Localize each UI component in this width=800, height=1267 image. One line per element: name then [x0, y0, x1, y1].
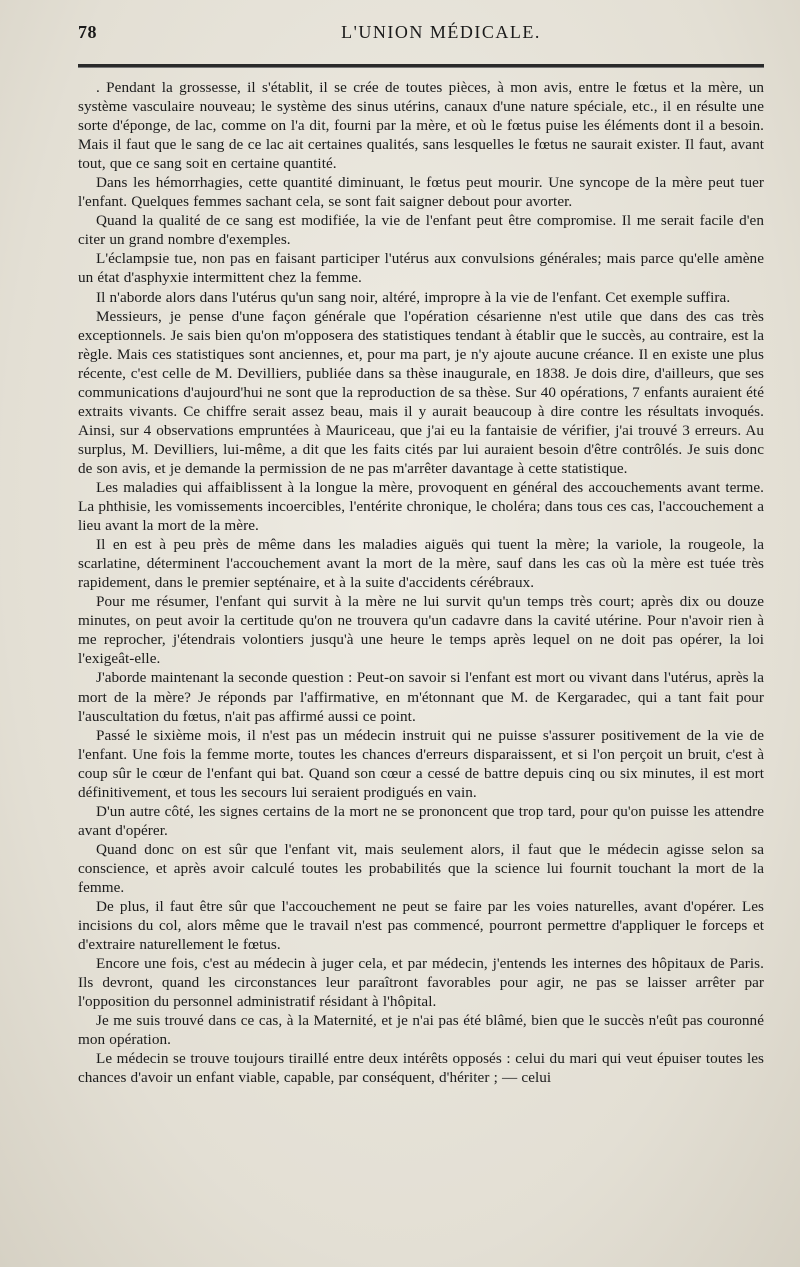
paragraph: Le médecin se trouve toujours tiraillé entre deux intérêts opposés : celui du mari qui veut épuiser toutes les chances d'avoir un enfant viable, capable, par conséquent, d'hériter ; — celui: [78, 1050, 764, 1087]
paragraph: Il en est à peu près de même dans les maladies aiguës qui tuent la mère; la variole, la rougeole, la scarlatine, déterminent l'accouchement avant la mort de la mère, sauf dans les cas où la mère est tuée très rapidement, dans le premier septénaire, et à la suite d'accidents cérébraux.: [78, 536, 764, 592]
paragraph: Je me suis trouvé dans ce cas, à la Maternité, et je n'ai pas été blâmé, bien que le succès n'eût pas couronné mon opération.: [78, 1012, 764, 1049]
running-head: L'UNION MÉDICALE.: [341, 22, 541, 42]
paragraph: Encore une fois, c'est au médecin à juger cela, et par médecin, j'entends les internes des hôpitaux de Paris. Ils devront, quand les circonstances leur paraîtront favorables pour agir, ne pas se laisser arrêter par l'opposition du personnel administratif résidant à l'hôpital.: [78, 955, 764, 1011]
paragraph: . Pendant la grossesse, il s'établit, il se crée de toutes pièces, à mon avis, entre le fœtus et la mère, un système vasculaire nouveau; le système des sinus utérins, canaux d'une nature spéciale, etc., il en résulte une sorte d'éponge, de lac, comme on l'a dit, fourni par la mère, et où le fœtus puise les éléments dont il a besoin. Mais il faut que le sang de ce lac ait certaines qualités, sans lesquelles le fœtus ne saurait exister. Il faut, avant tout, que ce sang soit en certaine quantité.: [78, 79, 764, 173]
paragraph: Pour me résumer, l'enfant qui survit à la mère ne lui survit qu'un temps très court; après dix ou douze minutes, on peut avoir la certitude qu'on ne trouvera qu'un cadavre dans la cavité utérine. Pour n'avoir rien à me reprocher, j'étendrais volontiers jusqu'à une heure le temps après lequel on ne doit pas opérer, la loi l'exigeât-elle.: [78, 593, 764, 668]
paragraph: J'aborde maintenant la seconde question : Peut-on savoir si l'enfant est mort ou vivant dans l'utérus, après la mort de la mère? Je réponds par l'affirmative, en m'étonnant que M. de Kergaradec, qui a tant fait pour l'auscultation du fœtus, n'ait pas affirmé aussi ce point.: [78, 669, 764, 725]
paragraph: Les maladies qui affaiblissent à la longue la mère, provoquent en général des accouchements avant terme. La phthisie, les vomissements incoercibles, l'entérite chronique, le choléra; dans tous ces cas, l'accouchement a lieu avant la mort de la mère.: [78, 478, 764, 535]
paragraph: Dans les hémorrhagies, cette quantité diminuant, le fœtus peut mourir. Une syncope de la mère peut tuer l'enfant. Quelques femmes sachant cela, se sont fait saigner debout pour avorter.: [78, 174, 764, 211]
paragraph: De plus, il faut être sûr que l'accouchement ne peut se faire par les voies naturelles, avant d'opérer. Les incisions du col, alors même que le travail n'est pas commencé, pourront permettre d'appliquer le forceps et d'extraire naturellement le fœtus.: [78, 898, 764, 954]
page-number: 78: [78, 22, 97, 42]
article-body: [78, 78, 764, 1087]
paragraph: Quand donc on est sûr que l'enfant vit, mais seulement alors, il faut que le médecin agisse selon sa conscience, et après avoir calculé toutes les probabilités que la science lui fournit touchant la mort de la femme.: [78, 840, 764, 896]
paragraph: Il n'aborde alors dans l'utérus qu'un sang noir, altéré, impropre à la vie de l'enfant. Cet exemple suffira.: [96, 288, 731, 306]
paragraph: L'éclampsie tue, non pas en faisant participer l'utérus aux convulsions générales; mais parce qu'elle amène un état d'asphyxie intermittent chez la femme.: [78, 250, 764, 287]
header-rule: [78, 64, 764, 68]
paragraph: Messieurs, je pense d'une façon générale que l'opération césarienne n'est utile que dans des cas très exceptionnels. Je sais bien qu'on m'opposera des statistiques tendant à établir que le succès, au contraire, est la règle. Mais ces statistiques sont anciennes, et, pour ma part, je n'y ajoute aucune créance. Il en existe une plus récente, c'est celle de M. Devilliers, publiée dans sa thèse inaugurale, en 1838. Je dois dire, d'ailleurs, que ses communications d'aujourd'hui ne sont que la reproduction de sa thèse. Sur 40 opérations, 7 enfants auraient été extraits vivants. Ce chiffre serait assez beau, mais il y aurait beaucoup à dire contre les résultats invoqués. Ainsi, sur 4 observations empruntées à Mauriceau, que j'ai eu la fantaisie de vérifier, j'ai trouvé 3 erreurs. Au surplus, M. Devilliers, lui-même, a dit que les faits cités par lui auraient besoin d'être contrôlés. Je suis donc de son avis, et je demande la permission de ne pas m'arrêter davantage à cette statistique.: [78, 307, 764, 477]
paragraph: D'un autre côté, les signes certains de la mort ne se prononcent que trop tard, pour qu'on puisse les attendre avant d'opérer.: [78, 802, 764, 839]
paragraph: Quand la qualité de ce sang est modifiée, la vie de l'enfant peut être compromise. Il me serait facile d'en citer un grand nombre d'exemples.: [78, 212, 764, 249]
paragraph: Passé le sixième mois, il n'est pas un médecin instruit qui ne puisse s'assurer positivement de la vie de l'enfant. Une fois la femme morte, toutes les chances d'erreurs disparaissent, et si l'on perçoit un bruit, c'est à coup sûr le cœur de l'enfant qui bat. Quand son cœur a cessé de battre depuis cinq ou six minutes, il est mort définitivement, et tous les secours lui seraient prodigués en vain.: [78, 726, 764, 801]
page-header: [78, 22, 764, 52]
